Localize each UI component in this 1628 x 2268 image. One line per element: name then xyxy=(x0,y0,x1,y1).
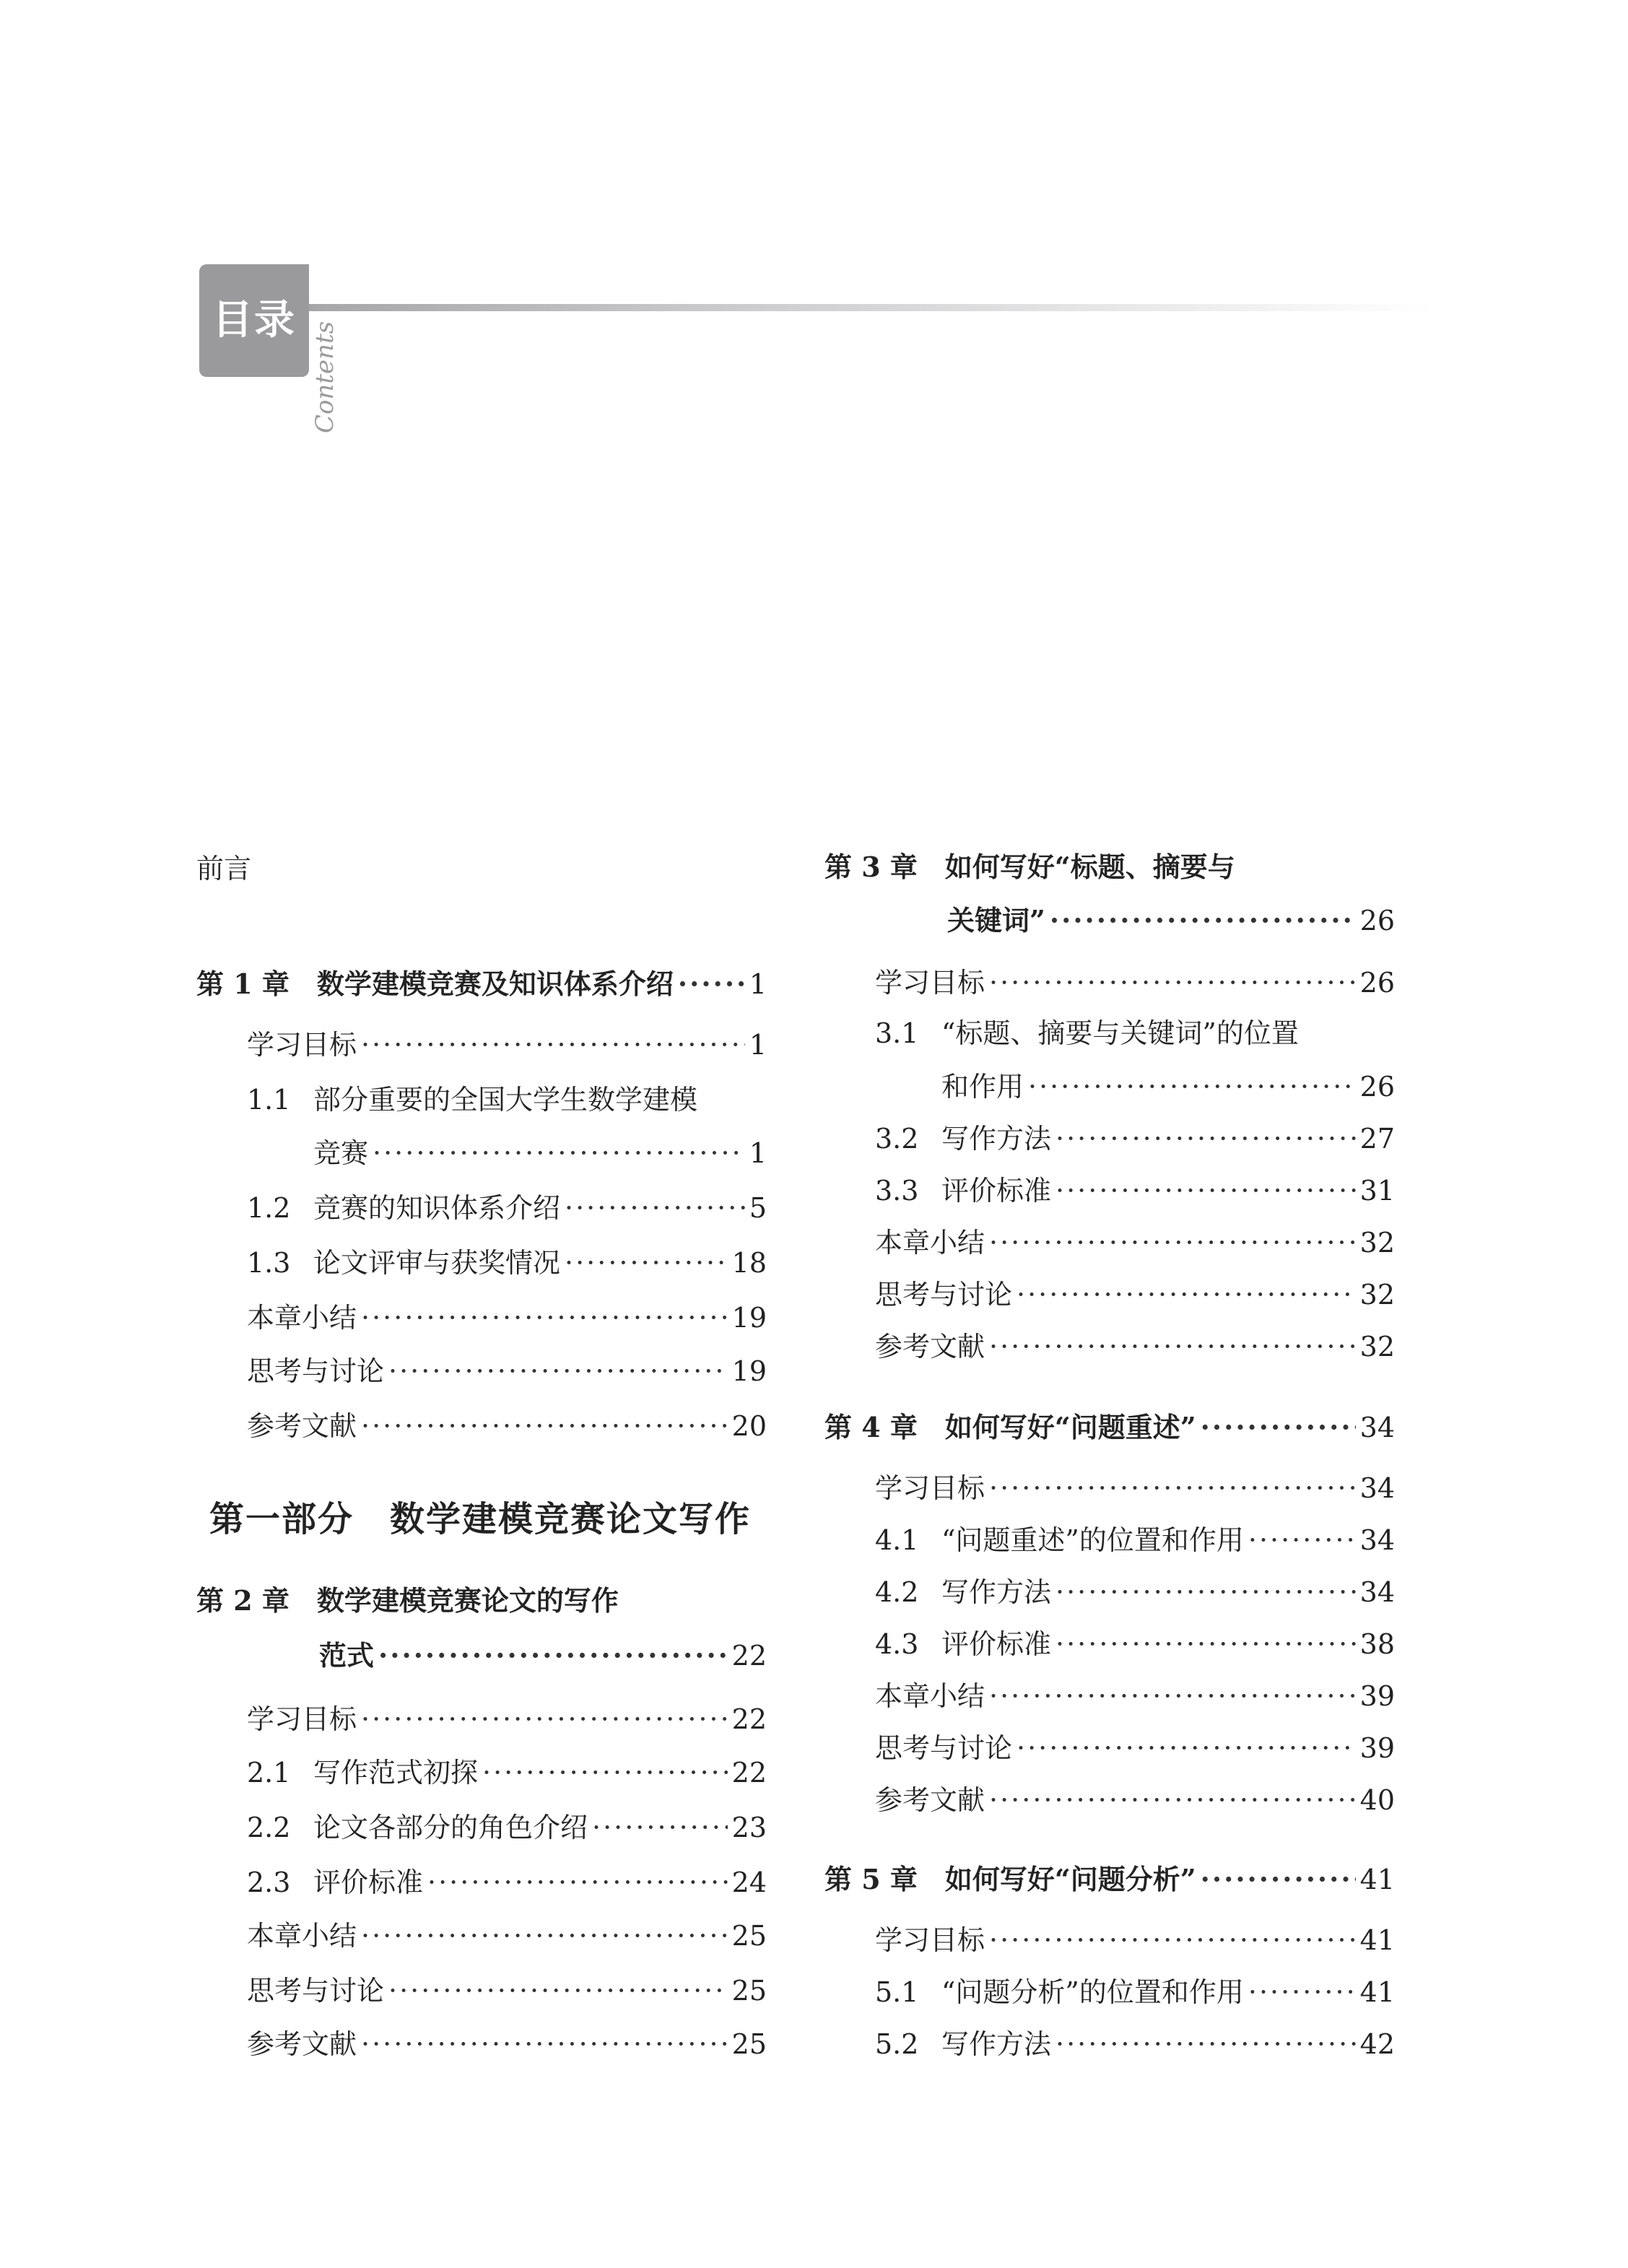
leader-dots xyxy=(1055,1173,1356,1209)
page-number: 34 xyxy=(1359,1576,1395,1608)
toc-item[interactable] xyxy=(247,1408,767,1444)
toc-item[interactable] xyxy=(247,1245,767,1281)
toc-item[interactable] xyxy=(247,1300,767,1336)
toc-chapter-4[interactable] xyxy=(824,1409,1395,1446)
page-number: 34 xyxy=(1359,1412,1395,1443)
toc-chapter-1[interactable] xyxy=(196,966,767,1002)
leader-dots xyxy=(1055,2026,1356,2062)
page-number: 18 xyxy=(731,1247,767,1279)
toc-item[interactable] xyxy=(875,1121,1395,1157)
contents-word: Contents xyxy=(310,321,339,433)
page-number: 39 xyxy=(1359,1732,1395,1764)
section-number: 2.1 xyxy=(247,1757,291,1789)
toc-item[interactable] xyxy=(247,1809,767,1846)
toc-chapter-3-line1[interactable]: 第 3 章 如何写好“标题、摘要与 xyxy=(824,851,1235,883)
item-title: 参考文献 xyxy=(247,1410,357,1442)
page-number: 22 xyxy=(731,1757,767,1789)
leader-dots xyxy=(989,1225,1356,1261)
item-title: 写作方法 xyxy=(941,2028,1052,2060)
leader-dots xyxy=(592,1809,728,1846)
page-number: 42 xyxy=(1359,2028,1395,2060)
item-title: 部分重要的全国大学生数学建模 xyxy=(313,1084,698,1116)
page-number: 25 xyxy=(731,2028,767,2060)
item-title: 思考与讨论 xyxy=(875,1732,1013,1764)
leader-dots xyxy=(565,1190,745,1226)
section-number: 2.2 xyxy=(247,1812,291,1843)
page-number: 27 xyxy=(1359,1123,1395,1155)
page-number: 26 xyxy=(1359,967,1395,999)
toc-item[interactable] xyxy=(875,1173,1395,1209)
page-number: 32 xyxy=(1359,1279,1395,1311)
section-number: 4.2 xyxy=(875,1576,919,1608)
page-number: 26 xyxy=(1359,1071,1395,1103)
item-title: “问题重述”的位置和作用 xyxy=(941,1524,1244,1556)
leader-dots xyxy=(482,1755,728,1791)
toc-item[interactable] xyxy=(247,1082,767,1118)
page-number: 25 xyxy=(731,1920,767,1952)
item-title: 评价标准 xyxy=(941,1628,1052,1660)
item-title: 写作方法 xyxy=(941,1123,1052,1155)
toc-item[interactable] xyxy=(875,1782,1395,1818)
leader-dots xyxy=(1055,1121,1356,1157)
leader-dots xyxy=(378,1638,728,1674)
leader-dots xyxy=(388,1353,728,1389)
leader-dots xyxy=(1017,1730,1356,1766)
item-title: 本章小结 xyxy=(247,1302,357,1334)
toc-item[interactable] xyxy=(875,1015,1395,1051)
page-number: 41 xyxy=(1359,1976,1395,2008)
toc-item[interactable] xyxy=(313,1135,767,1171)
item-title: 参考文献 xyxy=(875,1331,985,1363)
page-number: 20 xyxy=(731,1410,767,1442)
page-number: 23 xyxy=(731,1812,767,1843)
section-number: 5.2 xyxy=(875,2028,919,2060)
leader-dots xyxy=(427,1864,728,1900)
toc-item[interactable] xyxy=(247,1864,767,1900)
section-number: 1.3 xyxy=(247,1247,291,1279)
chapter-title: 第 4 章 如何写好“问题重述” xyxy=(824,1411,1196,1443)
item-title: 参考文献 xyxy=(247,2028,357,2060)
leader-dots xyxy=(1055,1626,1356,1662)
toc-item[interactable] xyxy=(247,1918,767,1954)
leader-dots xyxy=(989,965,1356,1001)
page-number: 19 xyxy=(731,1355,767,1387)
leader-dots xyxy=(565,1245,728,1281)
item-title: 竞赛的知识体系介绍 xyxy=(313,1192,561,1224)
page-number: 22 xyxy=(731,1640,767,1672)
toc-item[interactable] xyxy=(875,1225,1395,1261)
item-title: “问题分析”的位置和作用 xyxy=(941,1976,1244,2008)
leader-dots xyxy=(989,1329,1356,1365)
page-number: 1 xyxy=(749,1029,767,1061)
item-title: 思考与讨论 xyxy=(247,1975,385,2007)
toc-item[interactable] xyxy=(875,1277,1395,1313)
toc-chapter-3[interactable] xyxy=(947,903,1395,939)
leader-dots xyxy=(1201,1409,1356,1446)
toc-chapter-5[interactable] xyxy=(824,1861,1395,1898)
toc-item[interactable] xyxy=(875,1974,1395,2010)
page-number: 1 xyxy=(749,1137,767,1169)
leader-dots xyxy=(678,966,745,1002)
page-number: 1 xyxy=(749,968,767,1000)
chapter-title: 范式 xyxy=(319,1639,375,1672)
toc-chapter-2[interactable] xyxy=(319,1638,767,1674)
item-title: 学习目标 xyxy=(875,1472,985,1504)
page-number: 26 xyxy=(1359,905,1395,937)
leader-dots xyxy=(989,1678,1356,1714)
page-number: 34 xyxy=(1359,1524,1395,1556)
item-title: 论文各部分的角色介绍 xyxy=(313,1812,588,1843)
item-title: 写作方法 xyxy=(941,1576,1052,1608)
item-title: 学习目标 xyxy=(247,1703,357,1735)
toc-item[interactable] xyxy=(247,1755,767,1791)
page-number: 41 xyxy=(1359,1924,1395,1956)
toc-item[interactable] xyxy=(247,1190,767,1226)
toc-item[interactable] xyxy=(875,965,1395,1001)
item-title: 评价标准 xyxy=(941,1175,1052,1207)
page-number: 22 xyxy=(731,1703,767,1735)
item-title: 本章小结 xyxy=(247,1920,357,1952)
page-number: 39 xyxy=(1359,1680,1395,1712)
page-number: 40 xyxy=(1359,1784,1395,1816)
section-number: 1.1 xyxy=(247,1084,291,1116)
toc-chapter-2-line1[interactable]: 第 2 章 数学建模竞赛论文的写作 xyxy=(196,1584,619,1617)
toc-badge: 目录 xyxy=(199,264,309,377)
leader-dots xyxy=(361,1300,728,1336)
header-rule xyxy=(309,304,1435,311)
item-title: 参考文献 xyxy=(875,1784,985,1816)
section-number: 3.2 xyxy=(875,1123,919,1155)
leader-dots xyxy=(989,1782,1356,1818)
item-title: 竞赛 xyxy=(313,1137,369,1169)
chapter-title: 第 1 章 数学建模竞赛及知识体系介绍 xyxy=(196,968,674,1000)
page-number: 25 xyxy=(731,1975,767,2007)
leader-dots xyxy=(989,1922,1356,1958)
page-number: 5 xyxy=(749,1192,767,1224)
item-title: 学习目标 xyxy=(247,1029,357,1061)
leader-dots xyxy=(361,2026,728,2062)
leader-dots xyxy=(388,1973,728,2009)
toc-item[interactable] xyxy=(875,1922,1395,1958)
item-title: 写作范式初探 xyxy=(313,1757,479,1789)
toc-item[interactable] xyxy=(247,1973,767,2009)
page-number: 38 xyxy=(1359,1628,1395,1660)
item-title: 本章小结 xyxy=(875,1227,985,1259)
leader-dots xyxy=(361,1408,728,1444)
toc-item[interactable] xyxy=(247,1027,767,1063)
page-number: 41 xyxy=(1359,1864,1395,1895)
item-title: 思考与讨论 xyxy=(875,1279,1013,1311)
toc-item[interactable] xyxy=(875,2026,1395,2062)
toc-item[interactable] xyxy=(875,1329,1395,1365)
toc-item[interactable] xyxy=(875,1626,1395,1662)
section-number: 4.1 xyxy=(875,1524,919,1556)
item-title: 学习目标 xyxy=(875,967,985,999)
leader-dots xyxy=(1050,903,1356,939)
chapter-title: 关键词” xyxy=(947,904,1045,937)
page-number: 24 xyxy=(731,1867,767,1898)
page-number: 32 xyxy=(1359,1331,1395,1363)
section-number: 1.2 xyxy=(247,1192,291,1224)
toc-item[interactable] xyxy=(247,1353,767,1389)
leader-dots xyxy=(361,1027,745,1063)
leader-dots xyxy=(1055,1574,1356,1610)
toc-item[interactable] xyxy=(875,1470,1395,1506)
toc-item[interactable] xyxy=(875,1522,1395,1558)
leader-dots xyxy=(1248,1974,1356,2010)
item-title: 思考与讨论 xyxy=(247,1355,385,1387)
page-number: 34 xyxy=(1359,1472,1395,1504)
leader-dots xyxy=(361,1701,728,1737)
section-number: 5.1 xyxy=(875,1976,919,2008)
part-title: 第一部分 数学建模竞赛论文写作 xyxy=(209,1499,752,1539)
page-number: 19 xyxy=(731,1302,767,1334)
item-title: 学习目标 xyxy=(875,1924,985,1956)
leader-dots xyxy=(1248,1522,1356,1558)
section-number: 2.3 xyxy=(247,1867,291,1898)
leader-dots xyxy=(373,1135,745,1171)
toc-item[interactable] xyxy=(247,1701,767,1737)
item-title: 和作用 xyxy=(941,1071,1024,1103)
leader-dots xyxy=(989,1470,1356,1506)
toc-preface[interactable]: 前言 xyxy=(196,853,252,885)
item-title: 本章小结 xyxy=(875,1680,985,1712)
leader-dots xyxy=(1028,1069,1356,1105)
item-title: 评价标准 xyxy=(313,1867,424,1898)
toc-item[interactable] xyxy=(875,1678,1395,1714)
section-number: 3.3 xyxy=(875,1175,919,1207)
leader-dots xyxy=(1201,1861,1356,1898)
page-number: 32 xyxy=(1359,1227,1395,1259)
toc-item[interactable] xyxy=(875,1730,1395,1766)
section-number: 4.3 xyxy=(875,1628,919,1660)
item-title: 论文评审与获奖情况 xyxy=(313,1247,561,1279)
leader-dots xyxy=(361,1918,728,1954)
section-number: 3.1 xyxy=(875,1017,919,1049)
page-number: 31 xyxy=(1359,1175,1395,1207)
toc-item[interactable] xyxy=(247,2026,767,2062)
leader-dots xyxy=(1017,1277,1356,1313)
toc-item[interactable] xyxy=(941,1069,1395,1105)
toc-item[interactable] xyxy=(875,1574,1395,1610)
chapter-title: 第 5 章 如何写好“问题分析” xyxy=(824,1863,1196,1895)
item-title: “标题、摘要与关键词”的位置 xyxy=(941,1017,1299,1049)
